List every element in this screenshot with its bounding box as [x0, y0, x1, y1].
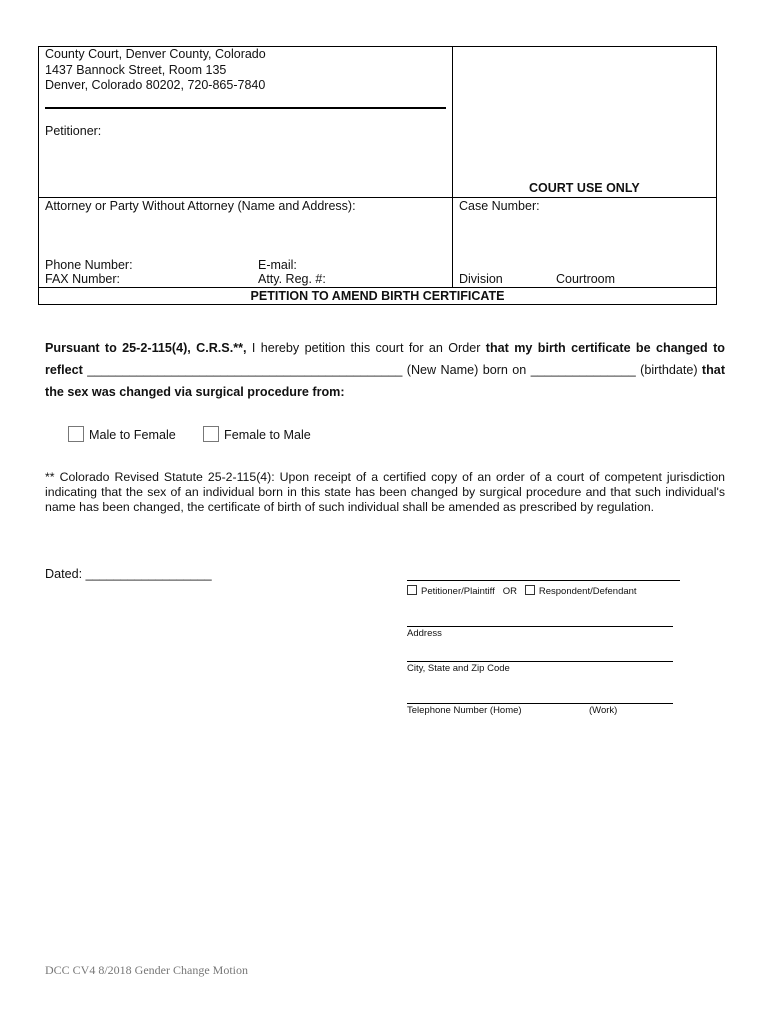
- birthdate-blank[interactable]: _______________: [530, 363, 636, 377]
- new-name-blank[interactable]: _____________________________________________: [82, 363, 407, 377]
- case-number-label: Case Number:: [459, 199, 540, 213]
- city-state-zip-line[interactable]: [407, 661, 673, 662]
- petitioner-label: Petitioner:: [45, 124, 102, 138]
- caption-divider-vertical: [452, 46, 453, 287]
- phone-label: Phone Number:: [45, 258, 133, 272]
- form-title: PETITION TO AMEND BIRTH CERTIFICATE: [250, 289, 505, 303]
- female-to-male-checkbox[interactable]: [203, 426, 219, 442]
- or-label: OR: [502, 586, 517, 597]
- dated-label: Dated:: [45, 567, 83, 581]
- petition-paragraph: [45, 337, 725, 403]
- courtroom-label: Courtroom: [556, 272, 616, 286]
- petition-bold-2: that the sex was changed via surgical procedure from:: [45, 363, 726, 399]
- option-female-to-male[interactable]: [203, 426, 311, 442]
- option-male-to-female[interactable]: [68, 426, 176, 442]
- statute-reference: Pursuant to 25-2-115(4), C.R.S.**,: [45, 341, 247, 355]
- signature-line[interactable]: [407, 580, 680, 581]
- telephone-line[interactable]: [407, 703, 673, 704]
- dated-blank[interactable]: __________________: [85, 567, 212, 581]
- division-label: Division: [459, 272, 503, 286]
- form-footer: DCC CV4 8/2018 Gender Change Motion: [45, 963, 248, 977]
- male-to-female-label: Male to Female: [89, 428, 176, 442]
- birthdate-label: (birthdate): [635, 363, 702, 377]
- court-separator-line: [45, 107, 446, 109]
- address-line[interactable]: [407, 626, 673, 627]
- female-to-male-label: Female to Male: [224, 428, 311, 442]
- petition-bold-1: that my birth certificate be changed to reflect: [45, 341, 725, 377]
- petitioner-plaintiff-label: Petitioner/Plaintiff: [421, 586, 495, 597]
- court-city-phone: Denver, Colorado 80202, 720-865-7840: [45, 78, 266, 92]
- party-type-options: [407, 585, 637, 597]
- respondent-defendant-label: Respondent/Defendant: [538, 586, 637, 597]
- court-use-only: COURT USE ONLY: [529, 181, 640, 195]
- new-name-label: (New Name) born on: [406, 363, 531, 377]
- telephone-home-label: Telephone Number (Home): [407, 705, 522, 716]
- atty-reg-label: Atty. Reg. #:: [258, 272, 326, 286]
- statute-note: ** Colorado Revised Statute 25-2-115(4): Upon receipt of a certified copy of an order of a court of competent jurisdiction indicating that the sex of an individual born in this state has been changed by surgical procedure and that such individual's name has been changed, the certificate of birth of such individual shall be amended as prescribed by regulation.: [45, 470, 725, 514]
- male-to-female-checkbox[interactable]: [68, 426, 84, 442]
- respondent-checkbox[interactable]: [525, 585, 535, 595]
- address-label: Address: [407, 628, 442, 639]
- fax-label: FAX Number:: [45, 272, 121, 286]
- caption-divider-mid: [38, 197, 717, 198]
- email-label: E-mail:: [258, 258, 297, 272]
- city-state-zip-label: City, State and Zip Code: [407, 663, 510, 674]
- court-name: County Court, Denver County, Colorado: [45, 47, 266, 61]
- attorney-label: Attorney or Party Without Attorney (Name and Address):: [45, 199, 356, 213]
- court-address: 1437 Bannock Street, Room 135: [45, 63, 227, 77]
- caption-divider-title: [38, 287, 717, 288]
- dated-field: [45, 567, 212, 581]
- petition-text: I hereby petition this court for an Order: [246, 341, 486, 355]
- telephone-work-label: (Work): [589, 705, 618, 716]
- petitioner-checkbox[interactable]: [407, 585, 417, 595]
